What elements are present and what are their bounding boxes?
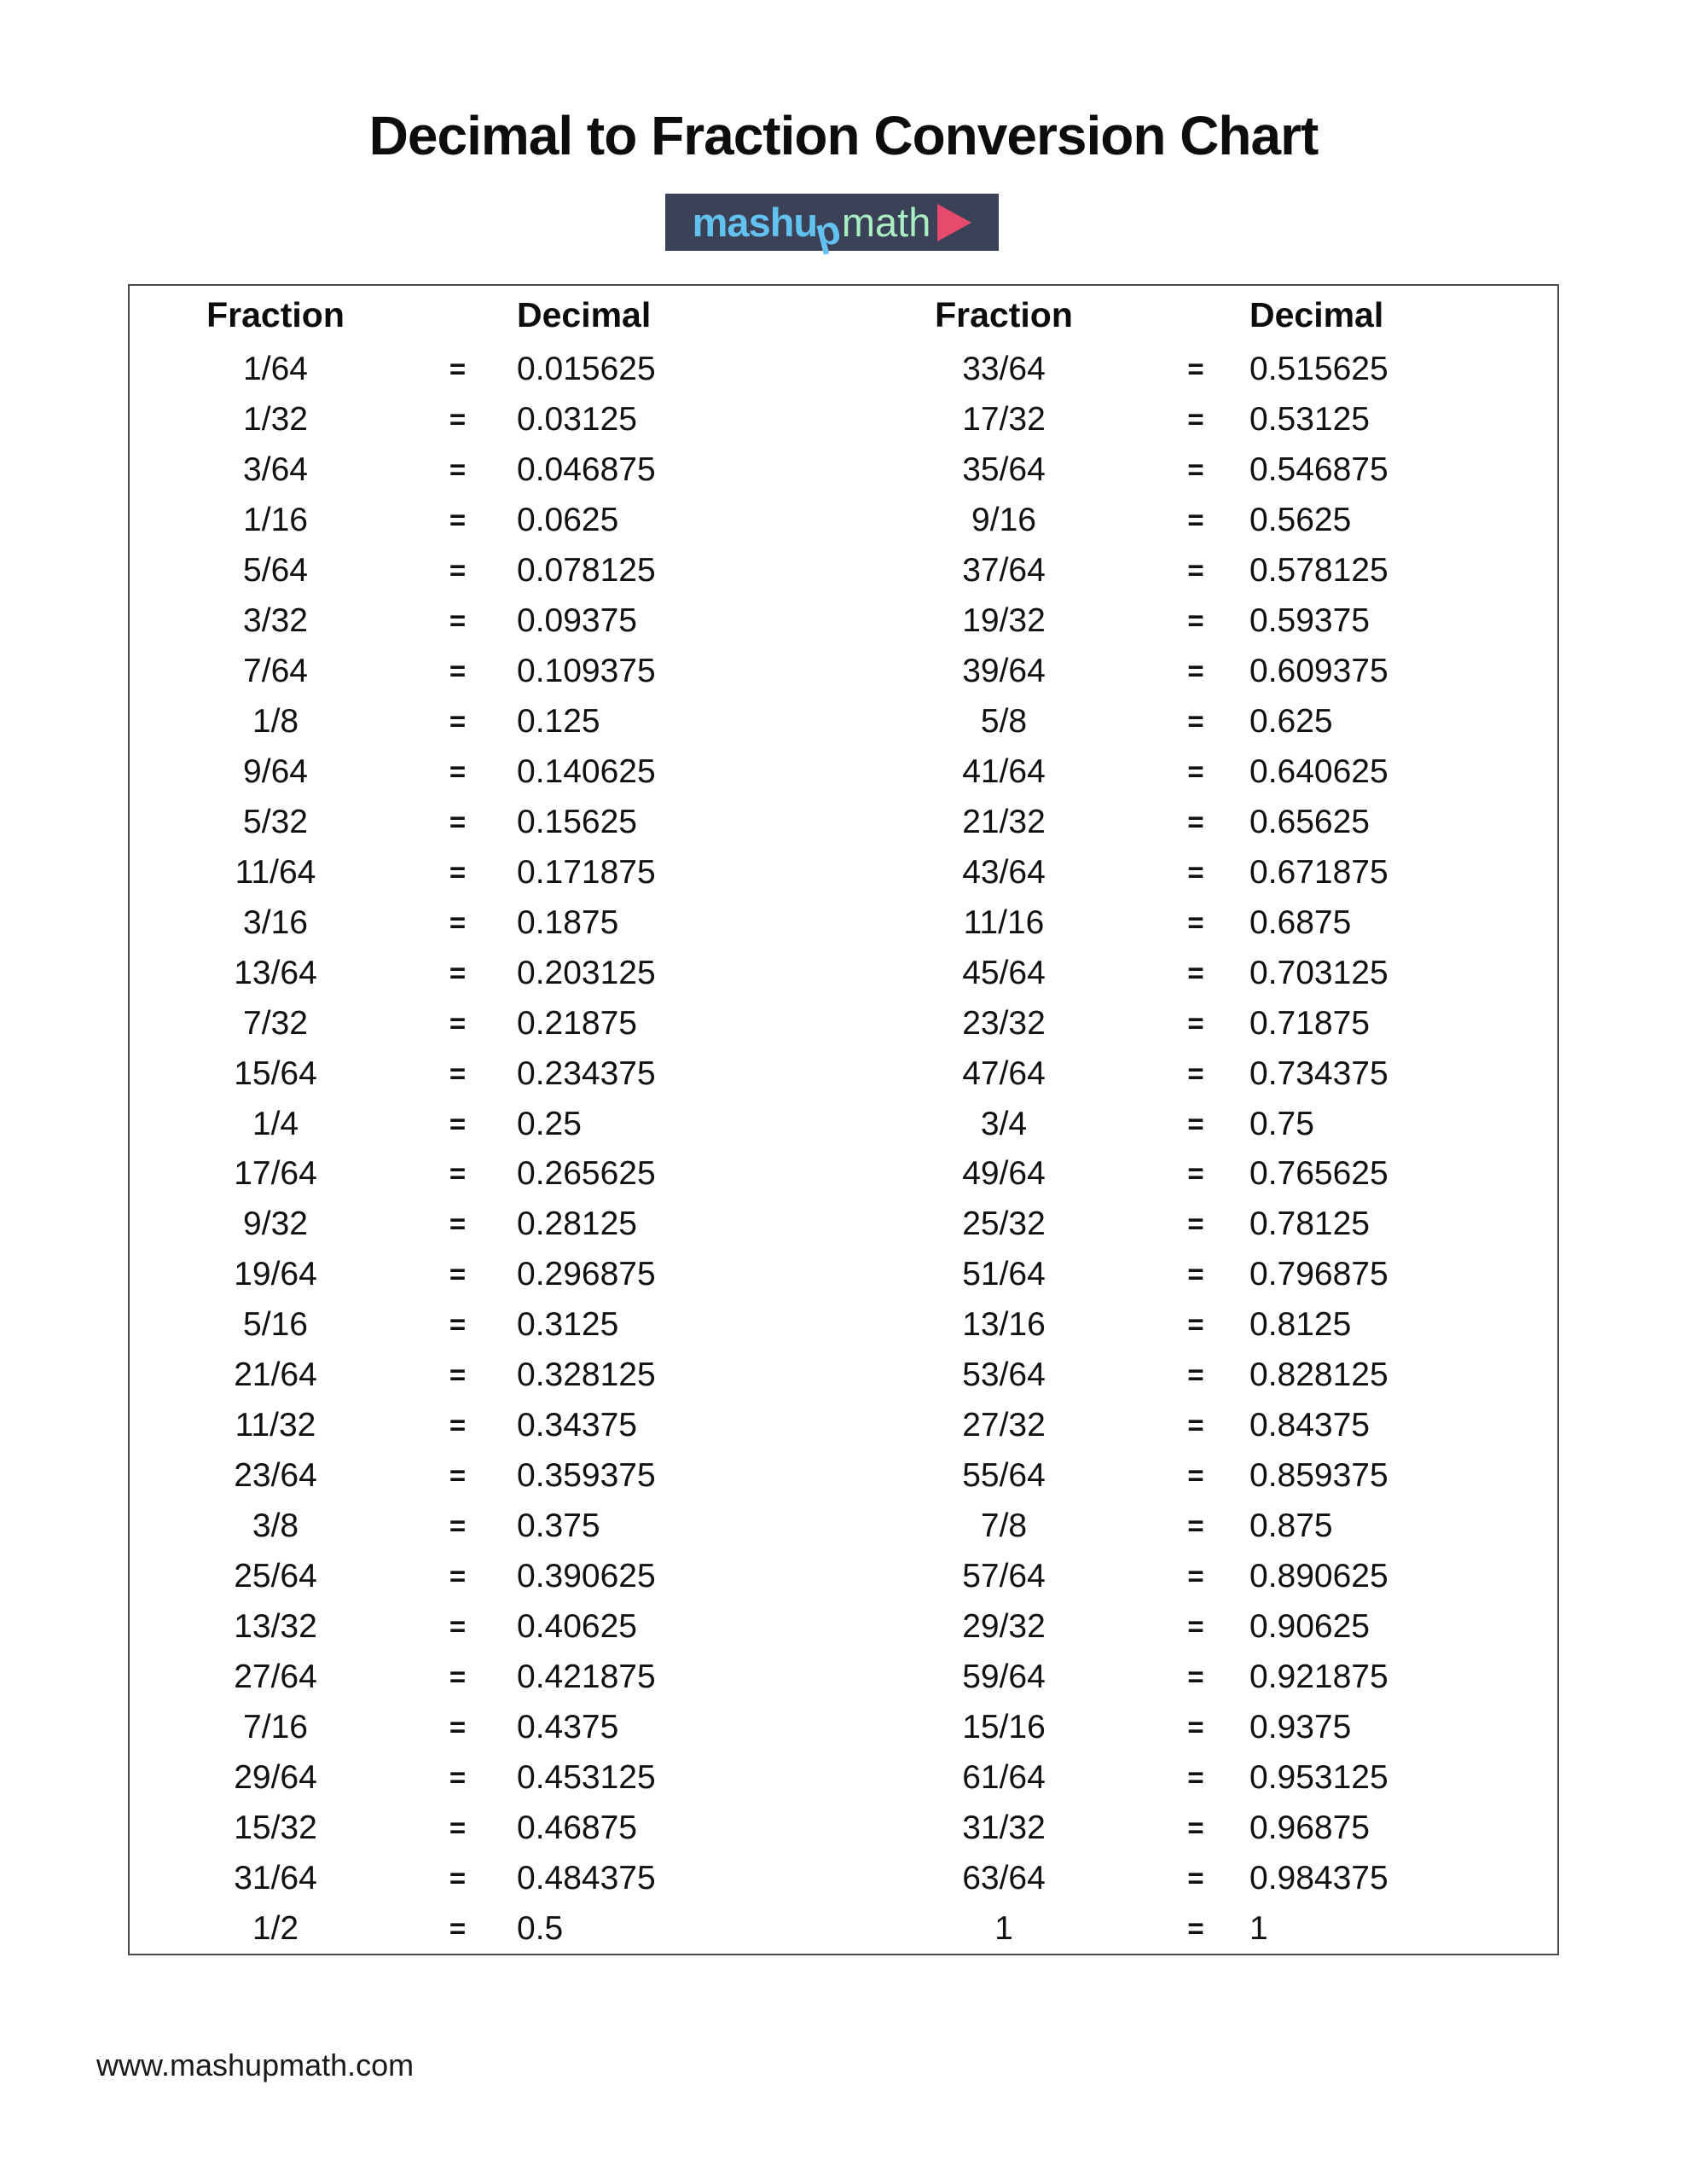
equals-sign: = — [449, 856, 467, 888]
fraction-value: 3/16 — [243, 903, 308, 941]
logo-text-mashup: mashu — [692, 200, 818, 245]
equals-sign: = — [449, 705, 467, 737]
fraction-value: 49/64 — [962, 1155, 1046, 1193]
equals-sign: = — [449, 1359, 467, 1391]
decimal-value: 0.703125 — [1249, 954, 1388, 991]
fraction-value: 9/32 — [243, 1205, 308, 1243]
equals-sign: = — [1187, 1057, 1204, 1089]
fraction-value: 45/64 — [962, 954, 1046, 991]
equals-sign: = — [1187, 554, 1204, 586]
fraction-value: 33/64 — [962, 350, 1046, 387]
decimal-value: 0.0625 — [517, 501, 619, 538]
table-row — [130, 646, 1557, 696]
equals-sign: = — [449, 956, 467, 989]
decimal-value: 0.453125 — [517, 1759, 656, 1797]
decimal-value: 0.125 — [517, 702, 600, 740]
equals-sign: = — [1187, 1309, 1204, 1341]
equals-sign: = — [1187, 1611, 1204, 1643]
decimal-value: 0.890625 — [1249, 1558, 1388, 1595]
fraction-value: 1/64 — [243, 350, 308, 387]
table-row — [130, 1803, 1557, 1853]
table-row — [130, 1450, 1557, 1501]
decimal-value: 0.59375 — [1249, 601, 1370, 639]
equals-sign: = — [1187, 654, 1204, 687]
equals-sign: = — [1187, 705, 1204, 737]
fraction-value: 43/64 — [962, 853, 1046, 891]
equals-sign: = — [1187, 1359, 1204, 1391]
equals-sign: = — [449, 906, 467, 938]
table-row — [130, 1099, 1557, 1149]
decimal-value: 0.21875 — [517, 1004, 637, 1042]
decimal-value: 0.46875 — [517, 1809, 637, 1847]
equals-sign: = — [1187, 1158, 1204, 1190]
decimal-value: 0.515625 — [1249, 350, 1388, 387]
equals-sign: = — [1187, 453, 1204, 485]
decimal-value: 0.6875 — [1249, 903, 1352, 941]
decimal-value: 0.796875 — [1249, 1256, 1388, 1293]
logo-text-p: p — [810, 206, 845, 256]
fraction-value: 13/64 — [234, 954, 317, 991]
equals-sign: = — [449, 1208, 467, 1240]
equals-sign: = — [1187, 1812, 1204, 1844]
equals-sign: = — [1187, 1711, 1204, 1744]
table-row — [130, 998, 1557, 1048]
decimal-value: 0.859375 — [1249, 1457, 1388, 1495]
decimal-value: 0.140625 — [517, 752, 656, 790]
play-arrow-icon — [937, 204, 971, 241]
fraction-value: 7/8 — [980, 1507, 1028, 1545]
decimal-value: 0.578125 — [1249, 551, 1388, 589]
decimal-value: 0.671875 — [1249, 853, 1388, 891]
fraction-value: 21/32 — [962, 803, 1046, 840]
decimal-value: 0.375 — [517, 1507, 600, 1545]
table-row — [130, 1652, 1557, 1702]
table-row — [130, 1601, 1557, 1652]
fraction-value: 7/64 — [243, 652, 308, 689]
equals-sign: = — [1187, 1409, 1204, 1442]
decimal-value: 0.25 — [517, 1105, 582, 1142]
equals-sign: = — [449, 805, 467, 838]
equals-sign: = — [449, 654, 467, 687]
equals-sign: = — [1187, 1913, 1204, 1945]
table-body — [130, 344, 1557, 1954]
decimal-value: 0.84375 — [1249, 1407, 1370, 1444]
equals-sign: = — [449, 1611, 467, 1643]
equals-sign: = — [449, 1007, 467, 1039]
decimal-value: 0.34375 — [517, 1407, 637, 1444]
decimal-value: 0.640625 — [1249, 752, 1388, 790]
decimal-value: 0.734375 — [1249, 1054, 1388, 1092]
fraction-value: 37/64 — [962, 551, 1046, 589]
equals-sign: = — [1187, 1661, 1204, 1693]
table-row — [130, 545, 1557, 595]
decimal-value: 0.5625 — [1249, 501, 1352, 538]
equals-sign: = — [1187, 503, 1204, 536]
decimal-value: 0.765625 — [1249, 1155, 1388, 1193]
decimal-value: 0.28125 — [517, 1205, 637, 1243]
decimal-value: 0.484375 — [517, 1860, 656, 1897]
decimal-value: 0.625 — [1249, 702, 1333, 740]
table-row — [130, 344, 1557, 394]
decimal-value: 0.96875 — [1249, 1809, 1370, 1847]
equals-sign: = — [449, 1913, 467, 1945]
equals-sign: = — [1187, 956, 1204, 989]
fraction-value: 9/64 — [243, 752, 308, 790]
equals-sign: = — [449, 1560, 467, 1593]
equals-sign: = — [449, 1812, 467, 1844]
equals-sign: = — [449, 403, 467, 435]
fraction-value: 15/32 — [234, 1809, 317, 1847]
decimal-value: 0.75 — [1249, 1105, 1314, 1142]
decimal-value: 0.4375 — [517, 1709, 619, 1746]
fraction-value: 3/32 — [243, 601, 308, 639]
fraction-value: 13/16 — [962, 1306, 1046, 1344]
equals-sign: = — [1187, 1510, 1204, 1542]
equals-sign: = — [1187, 1107, 1204, 1140]
table-row — [130, 1299, 1557, 1350]
equals-sign: = — [1187, 805, 1204, 838]
decimal-value: 0.78125 — [1249, 1205, 1370, 1243]
fraction-value: 25/32 — [962, 1205, 1046, 1243]
equals-sign: = — [1187, 1560, 1204, 1593]
decimal-value: 0.046875 — [517, 450, 656, 488]
fraction-value: 29/32 — [962, 1608, 1046, 1646]
fraction-value: 15/64 — [234, 1054, 317, 1092]
decimal-value: 1 — [1249, 1910, 1268, 1948]
fraction-value: 31/64 — [234, 1860, 317, 1897]
fraction-value: 11/32 — [235, 1407, 316, 1444]
fraction-value: 1/4 — [252, 1105, 299, 1142]
header-decimal-left: Decimal — [517, 294, 652, 334]
decimal-value: 0.09375 — [517, 601, 637, 639]
fraction-value: 3/8 — [252, 1507, 299, 1545]
table-row — [130, 394, 1557, 444]
logo-text-math: math — [841, 200, 931, 245]
mashupmath-logo — [665, 194, 999, 256]
table-row — [130, 746, 1557, 797]
fraction-value: 5/8 — [980, 702, 1028, 740]
decimal-value: 0.40625 — [517, 1608, 637, 1646]
decimal-value: 0.953125 — [1249, 1759, 1388, 1797]
fraction-value: 19/64 — [234, 1256, 317, 1293]
decimal-value: 0.359375 — [517, 1457, 656, 1495]
fraction-value: 59/64 — [962, 1658, 1046, 1696]
decimal-value: 0.328125 — [517, 1356, 656, 1394]
fraction-value: 23/64 — [234, 1457, 317, 1495]
decimal-value: 0.078125 — [517, 551, 656, 589]
table-row — [130, 595, 1557, 646]
equals-sign: = — [1187, 1862, 1204, 1895]
table-row — [130, 1752, 1557, 1803]
page-title: Decimal to Fraction Conversion Chart — [368, 105, 1319, 166]
equals-sign: = — [449, 1258, 467, 1291]
fraction-value: 35/64 — [962, 450, 1046, 488]
fraction-value: 5/64 — [243, 551, 308, 589]
equals-sign: = — [1187, 352, 1204, 385]
header-decimal-right: Decimal — [1249, 294, 1384, 334]
equals-sign: = — [449, 503, 467, 536]
decimal-value: 0.265625 — [517, 1155, 656, 1193]
fraction-value: 13/32 — [234, 1608, 317, 1646]
table-row — [130, 444, 1557, 495]
equals-sign: = — [1187, 1007, 1204, 1039]
fraction-value: 1/2 — [252, 1910, 299, 1948]
fraction-value: 27/32 — [962, 1407, 1046, 1444]
fraction-value: 51/64 — [962, 1256, 1046, 1293]
fraction-value: 47/64 — [962, 1054, 1046, 1092]
table-row — [130, 1199, 1557, 1249]
table-row — [130, 1903, 1557, 1954]
equals-sign: = — [1187, 906, 1204, 938]
equals-sign: = — [449, 1762, 467, 1794]
decimal-value: 0.15625 — [517, 803, 637, 840]
decimal-value: 0.921875 — [1249, 1658, 1388, 1696]
decimal-value: 0.171875 — [517, 853, 656, 891]
equals-sign: = — [449, 352, 467, 385]
decimal-value: 0.65625 — [1249, 803, 1370, 840]
table-header-row — [130, 286, 1557, 344]
equals-sign: = — [1187, 755, 1204, 787]
decimal-value: 0.90625 — [1249, 1608, 1370, 1646]
decimal-value: 0.546875 — [1249, 450, 1388, 488]
fraction-value: 19/32 — [962, 601, 1046, 639]
table-row — [130, 897, 1557, 948]
equals-sign: = — [449, 554, 467, 586]
decimal-value: 0.421875 — [517, 1658, 656, 1696]
decimal-value: 0.03125 — [517, 400, 637, 438]
table-row — [130, 1702, 1557, 1752]
equals-sign: = — [1187, 604, 1204, 636]
fraction-value: 31/32 — [962, 1809, 1046, 1847]
equals-sign: = — [449, 604, 467, 636]
decimal-value: 0.015625 — [517, 350, 656, 387]
table-row — [130, 1350, 1557, 1400]
fraction-value: 63/64 — [962, 1860, 1046, 1897]
table-row — [130, 847, 1557, 897]
fraction-value: 17/64 — [234, 1155, 317, 1193]
table-row — [130, 1149, 1557, 1199]
fraction-value: 1 — [994, 1910, 1013, 1948]
equals-sign: = — [449, 1057, 467, 1089]
equals-sign: = — [1187, 856, 1204, 888]
equals-sign: = — [449, 1460, 467, 1492]
equals-sign: = — [449, 453, 467, 485]
table-row — [130, 1551, 1557, 1601]
fraction-value: 7/32 — [243, 1004, 308, 1042]
table-row — [130, 1853, 1557, 1903]
fraction-value: 11/16 — [963, 903, 1045, 941]
decimal-value: 0.390625 — [517, 1558, 656, 1595]
decimal-value: 0.5 — [517, 1910, 564, 1948]
header-fraction-left: Fraction — [206, 294, 345, 334]
table-row — [130, 696, 1557, 746]
equals-sign: = — [449, 1862, 467, 1895]
fraction-value: 15/16 — [962, 1709, 1046, 1746]
equals-sign: = — [449, 1711, 467, 1744]
fraction-value: 1/32 — [243, 400, 308, 438]
equals-sign: = — [1187, 1762, 1204, 1794]
fraction-value: 55/64 — [962, 1457, 1046, 1495]
table-row — [130, 1400, 1557, 1450]
conversion-table — [128, 284, 1559, 1955]
decimal-value: 0.9375 — [1249, 1709, 1352, 1746]
table-row — [130, 1501, 1557, 1551]
decimal-value: 0.984375 — [1249, 1860, 1388, 1897]
equals-sign: = — [1187, 1460, 1204, 1492]
fraction-value: 41/64 — [962, 752, 1046, 790]
fraction-value: 53/64 — [962, 1356, 1046, 1394]
fraction-value: 1/8 — [252, 702, 299, 740]
decimal-value: 0.203125 — [517, 954, 656, 991]
table-row — [130, 1048, 1557, 1099]
table-row — [130, 948, 1557, 998]
equals-sign: = — [449, 1309, 467, 1341]
table-row — [130, 797, 1557, 847]
equals-sign: = — [449, 1510, 467, 1542]
fraction-value: 57/64 — [962, 1558, 1046, 1595]
table-row — [130, 1249, 1557, 1299]
equals-sign: = — [1187, 403, 1204, 435]
equals-sign: = — [449, 1409, 467, 1442]
decimal-value: 0.71875 — [1249, 1004, 1370, 1042]
header-fraction-right: Fraction — [935, 294, 1073, 334]
decimal-value: 0.828125 — [1249, 1356, 1388, 1394]
decimal-value: 0.609375 — [1249, 652, 1388, 689]
decimal-value: 0.296875 — [517, 1256, 656, 1293]
fraction-value: 23/32 — [962, 1004, 1046, 1042]
decimal-value: 0.53125 — [1249, 400, 1370, 438]
equals-sign: = — [449, 1661, 467, 1693]
fraction-value: 29/64 — [234, 1759, 317, 1797]
fraction-value: 3/4 — [980, 1105, 1028, 1142]
fraction-value: 17/32 — [962, 400, 1046, 438]
equals-sign: = — [449, 755, 467, 787]
fraction-value: 11/64 — [235, 853, 316, 891]
fraction-value: 27/64 — [234, 1658, 317, 1696]
fraction-value: 5/16 — [243, 1306, 308, 1344]
fraction-value: 25/64 — [234, 1558, 317, 1595]
equals-sign: = — [1187, 1258, 1204, 1291]
equals-sign: = — [1187, 1208, 1204, 1240]
fraction-value: 7/16 — [243, 1709, 308, 1746]
decimal-value: 0.875 — [1249, 1507, 1333, 1545]
fraction-value: 9/16 — [971, 501, 1036, 538]
decimal-value: 0.8125 — [1249, 1306, 1352, 1344]
decimal-value: 0.1875 — [517, 903, 619, 941]
fraction-value: 3/64 — [243, 450, 308, 488]
fraction-value: 61/64 — [962, 1759, 1046, 1797]
fraction-value: 21/64 — [234, 1356, 317, 1394]
fraction-value: 5/32 — [243, 803, 308, 840]
equals-sign: = — [449, 1107, 467, 1140]
decimal-value: 0.109375 — [517, 652, 656, 689]
website-url: www.mashupmath.com — [96, 2048, 415, 2082]
fraction-value: 1/16 — [243, 501, 308, 538]
decimal-value: 0.3125 — [517, 1306, 619, 1344]
equals-sign: = — [449, 1158, 467, 1190]
fraction-value: 39/64 — [962, 652, 1046, 689]
table-row — [130, 495, 1557, 545]
decimal-value: 0.234375 — [517, 1054, 656, 1092]
